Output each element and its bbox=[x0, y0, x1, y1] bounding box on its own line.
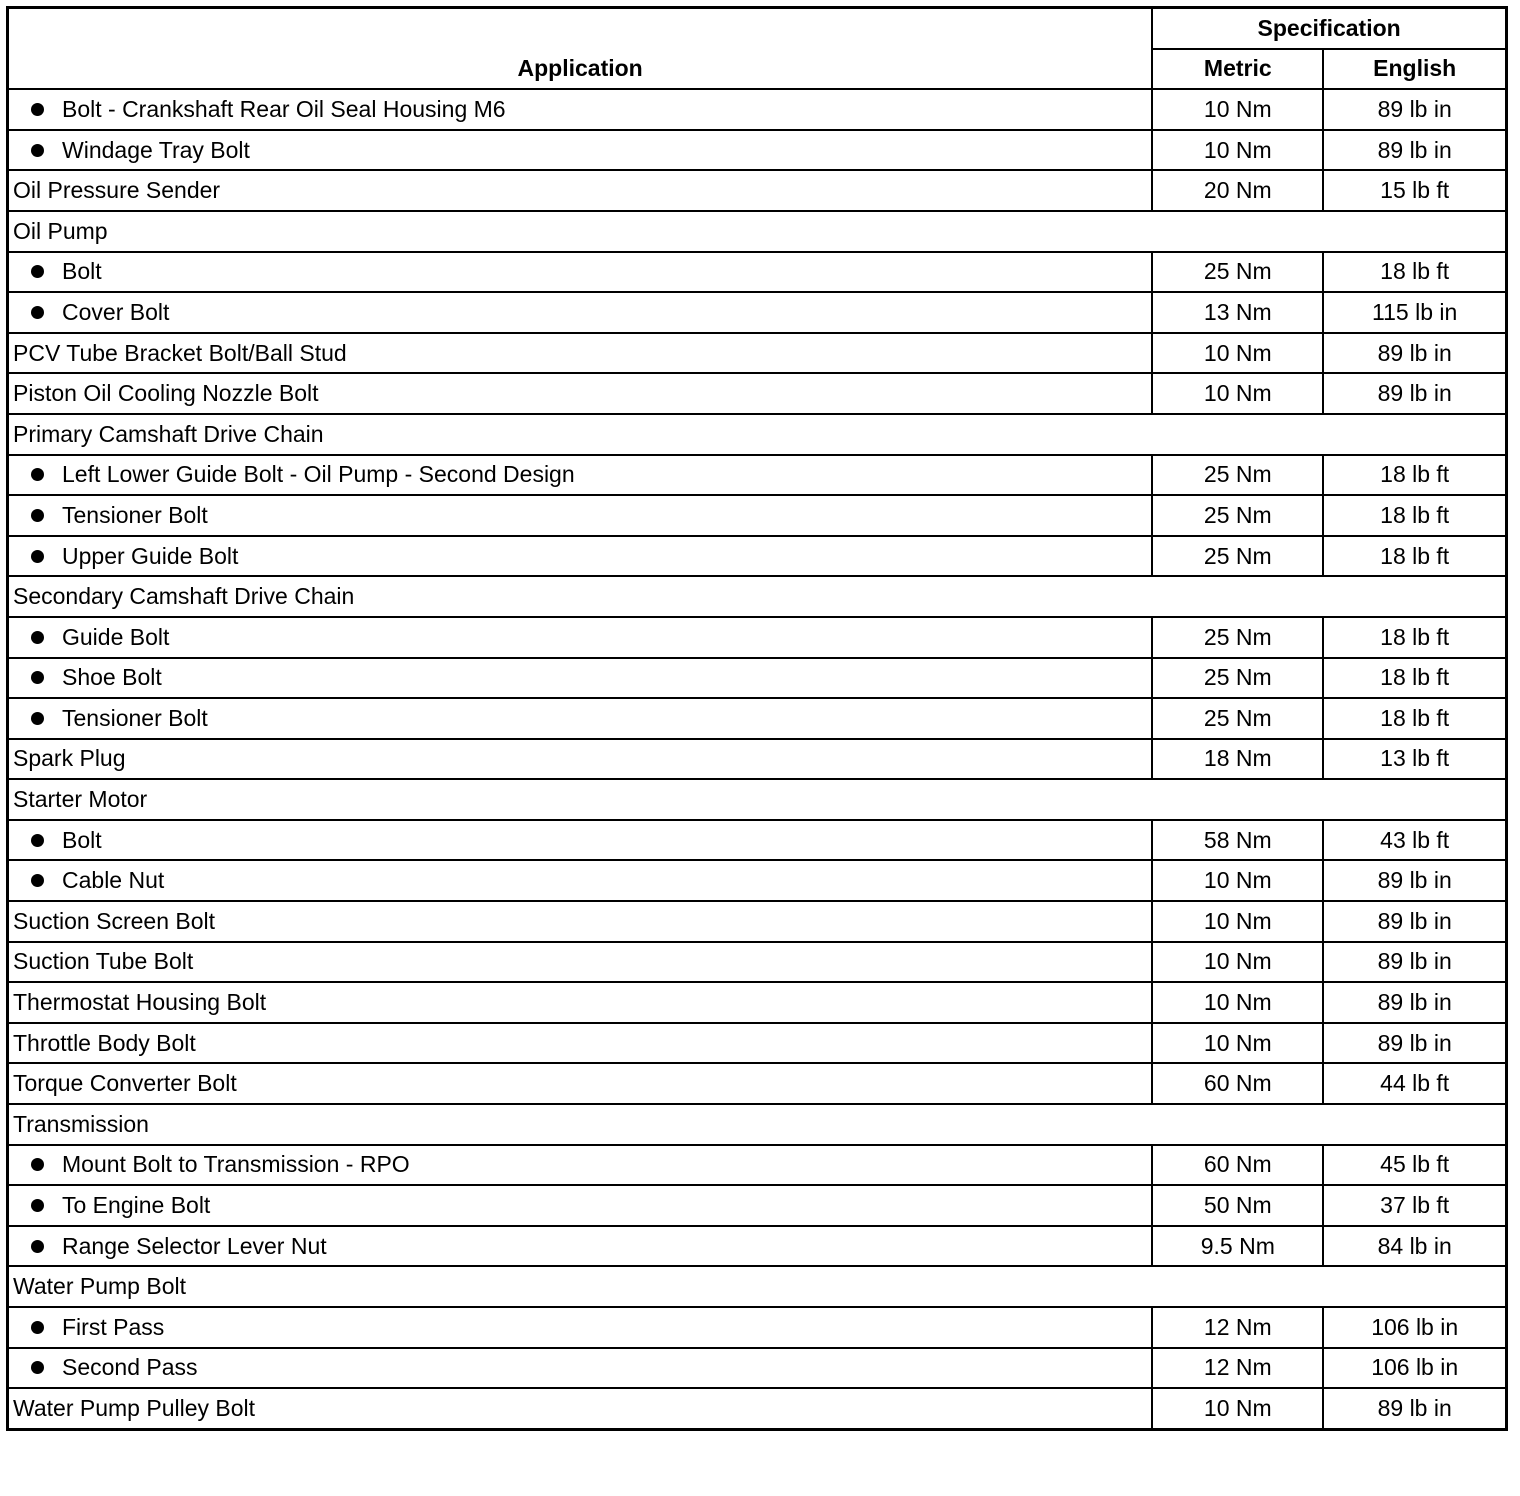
metric-cell: 10 Nm bbox=[1152, 860, 1323, 901]
application-label: Tensioner Bolt bbox=[62, 704, 208, 731]
application-label: Bolt - Crankshaft Rear Oil Seal Housing M6 bbox=[62, 95, 506, 122]
metric-cell: 60 Nm bbox=[1152, 1063, 1323, 1104]
bullet-item bbox=[13, 95, 506, 122]
application-label: Water Pump Pulley Bolt bbox=[13, 1394, 256, 1421]
group-label: Secondary Camshaft Drive Chain bbox=[8, 576, 1507, 617]
group-label: Oil Pump bbox=[8, 211, 1507, 252]
bullet-icon bbox=[31, 631, 44, 644]
metric-cell: 20 Nm bbox=[1152, 170, 1323, 211]
bullet-item bbox=[13, 1153, 410, 1176]
english-cell: 18 lb ft bbox=[1323, 698, 1506, 739]
metric-cell: 10 Nm bbox=[1152, 1023, 1323, 1064]
application-cell bbox=[8, 373, 1153, 414]
bullet-item bbox=[13, 1356, 198, 1379]
specification-header: Specification bbox=[1152, 8, 1506, 49]
english-cell: 44 lb ft bbox=[1323, 1063, 1506, 1104]
application-label: Thermostat Housing Bolt bbox=[13, 989, 267, 1016]
bullet-icon bbox=[31, 550, 44, 563]
application-label: Tensioner Bolt bbox=[62, 501, 208, 528]
application-cell bbox=[8, 1063, 1153, 1104]
bullet-item bbox=[13, 1194, 210, 1217]
application-label: Left Lower Guide Bolt - Oil Pump - Second Design bbox=[62, 461, 575, 488]
english-cell: 84 lb in bbox=[1323, 1226, 1506, 1267]
metric-cell: 10 Nm bbox=[1152, 982, 1323, 1023]
metric-cell: 10 Nm bbox=[1152, 901, 1323, 942]
bullet-item bbox=[13, 623, 170, 650]
group-label: Transmission bbox=[8, 1104, 1507, 1145]
application-cell bbox=[8, 1023, 1153, 1064]
bullet-icon bbox=[31, 834, 44, 847]
metric-cell: 50 Nm bbox=[1152, 1185, 1323, 1226]
application-cell bbox=[8, 1388, 1153, 1429]
bullet-icon bbox=[31, 1199, 44, 1212]
table-row bbox=[8, 739, 1507, 780]
english-cell: 43 lb ft bbox=[1323, 820, 1506, 861]
english-cell: 15 lb ft bbox=[1323, 170, 1506, 211]
application-cell bbox=[8, 1348, 1153, 1389]
bullet-icon bbox=[31, 1361, 44, 1374]
english-cell: 89 lb in bbox=[1323, 901, 1506, 942]
table-row bbox=[8, 901, 1507, 942]
bullet-item bbox=[13, 826, 102, 853]
metric-cell: 9.5 Nm bbox=[1152, 1226, 1323, 1267]
bullet-icon bbox=[31, 468, 44, 481]
application-cell bbox=[8, 536, 1153, 577]
metric-cell: 58 Nm bbox=[1152, 820, 1323, 861]
bullet-icon bbox=[31, 144, 44, 157]
application-label: Cable Nut bbox=[62, 867, 165, 894]
table-row bbox=[8, 617, 1507, 658]
bullet-item bbox=[13, 666, 162, 689]
bullet-item bbox=[13, 1232, 327, 1259]
english-cell: 18 lb ft bbox=[1323, 455, 1506, 496]
table-row bbox=[8, 1023, 1507, 1064]
table-row bbox=[8, 860, 1507, 901]
metric-cell: 25 Nm bbox=[1152, 536, 1323, 577]
english-cell: 89 lb in bbox=[1323, 333, 1506, 374]
english-cell: 106 lb in bbox=[1323, 1307, 1506, 1348]
table-body bbox=[8, 89, 1507, 1429]
english-cell: 18 lb ft bbox=[1323, 658, 1506, 699]
metric-cell: 10 Nm bbox=[1152, 373, 1323, 414]
english-cell: 18 lb ft bbox=[1323, 617, 1506, 658]
english-cell: 106 lb in bbox=[1323, 1348, 1506, 1389]
application-label: Suction Screen Bolt bbox=[13, 907, 216, 934]
group-row bbox=[8, 211, 1507, 252]
metric-cell: 10 Nm bbox=[1152, 89, 1323, 130]
bullet-icon bbox=[31, 509, 44, 522]
application-label: Windage Tray Bolt bbox=[62, 136, 250, 163]
bullet-item bbox=[13, 260, 102, 283]
table-row bbox=[8, 698, 1507, 739]
table-row bbox=[8, 1185, 1507, 1226]
application-label: Oil Pressure Sender bbox=[13, 177, 221, 204]
bullet-item bbox=[13, 463, 575, 486]
bullet-item bbox=[13, 704, 208, 731]
application-cell bbox=[8, 982, 1153, 1023]
application-cell bbox=[8, 698, 1153, 739]
application-cell bbox=[8, 658, 1153, 699]
application-cell bbox=[8, 1145, 1153, 1186]
table-row bbox=[8, 1063, 1507, 1104]
english-cell: 89 lb in bbox=[1323, 1388, 1506, 1429]
table-row bbox=[8, 1145, 1507, 1186]
english-cell: 18 lb ft bbox=[1323, 495, 1506, 536]
table-row bbox=[8, 252, 1507, 293]
application-label: Guide Bolt bbox=[62, 623, 170, 650]
bullet-item bbox=[13, 1313, 165, 1340]
metric-cell: 25 Nm bbox=[1152, 495, 1323, 536]
bullet-icon bbox=[31, 265, 44, 278]
table-row bbox=[8, 89, 1507, 130]
metric-cell: 25 Nm bbox=[1152, 658, 1323, 699]
bullet-icon bbox=[31, 874, 44, 887]
application-cell bbox=[8, 1185, 1153, 1226]
application-label: Cover Bolt bbox=[62, 298, 170, 325]
application-cell bbox=[8, 860, 1153, 901]
application-cell bbox=[8, 820, 1153, 861]
application-header: Application bbox=[8, 8, 1153, 90]
application-cell bbox=[8, 901, 1153, 942]
bullet-icon bbox=[31, 1158, 44, 1171]
application-cell bbox=[8, 1307, 1153, 1348]
table-row bbox=[8, 1307, 1507, 1348]
table-row bbox=[8, 130, 1507, 171]
table-row bbox=[8, 373, 1507, 414]
table-row bbox=[8, 1226, 1507, 1267]
english-cell: 18 lb ft bbox=[1323, 536, 1506, 577]
english-cell: 45 lb ft bbox=[1323, 1145, 1506, 1186]
application-cell bbox=[8, 333, 1153, 374]
english-cell: 89 lb in bbox=[1323, 89, 1506, 130]
english-cell: 89 lb in bbox=[1323, 130, 1506, 171]
application-label: Second Pass bbox=[62, 1354, 198, 1381]
application-cell bbox=[8, 252, 1153, 293]
header-row-top bbox=[8, 8, 1507, 49]
metric-cell: 12 Nm bbox=[1152, 1307, 1323, 1348]
bullet-item bbox=[13, 542, 239, 569]
bullet-item bbox=[13, 136, 250, 163]
group-row bbox=[8, 414, 1507, 455]
application-label: Piston Oil Cooling Nozzle Bolt bbox=[13, 380, 319, 407]
group-label: Primary Camshaft Drive Chain bbox=[8, 414, 1507, 455]
application-cell bbox=[8, 170, 1153, 211]
metric-cell: 18 Nm bbox=[1152, 739, 1323, 780]
application-cell bbox=[8, 942, 1153, 983]
metric-cell: 25 Nm bbox=[1152, 698, 1323, 739]
application-label: Upper Guide Bolt bbox=[62, 542, 239, 569]
group-row bbox=[8, 576, 1507, 617]
table-row bbox=[8, 455, 1507, 496]
application-label: Mount Bolt to Transmission - RPO bbox=[62, 1151, 410, 1178]
table-row bbox=[8, 942, 1507, 983]
metric-cell: 10 Nm bbox=[1152, 333, 1323, 374]
group-row bbox=[8, 779, 1507, 820]
english-cell: 89 lb in bbox=[1323, 1023, 1506, 1064]
english-cell: 18 lb ft bbox=[1323, 252, 1506, 293]
table-row bbox=[8, 1388, 1507, 1429]
application-cell bbox=[8, 495, 1153, 536]
bullet-item bbox=[13, 501, 208, 528]
bullet-icon bbox=[31, 103, 44, 116]
application-label: First Pass bbox=[62, 1313, 165, 1340]
english-cell: 89 lb in bbox=[1323, 860, 1506, 901]
bullet-item bbox=[13, 298, 170, 325]
table-row bbox=[8, 658, 1507, 699]
application-label: Throttle Body Bolt bbox=[13, 1029, 196, 1056]
application-cell bbox=[8, 89, 1153, 130]
application-label: Suction Tube Bolt bbox=[13, 948, 194, 975]
metric-cell: 60 Nm bbox=[1152, 1145, 1323, 1186]
metric-header: Metric bbox=[1152, 49, 1323, 90]
application-label: Range Selector Lever Nut bbox=[62, 1232, 327, 1259]
application-label: Shoe Bolt bbox=[62, 664, 162, 691]
application-cell bbox=[8, 455, 1153, 496]
metric-cell: 25 Nm bbox=[1152, 252, 1323, 293]
metric-cell: 25 Nm bbox=[1152, 455, 1323, 496]
metric-cell: 12 Nm bbox=[1152, 1348, 1323, 1389]
metric-cell: 10 Nm bbox=[1152, 1388, 1323, 1429]
application-label: PCV Tube Bracket Bolt/Ball Stud bbox=[13, 339, 347, 366]
application-label: Torque Converter Bolt bbox=[13, 1070, 237, 1097]
english-cell: 115 lb in bbox=[1323, 292, 1506, 333]
table-row bbox=[8, 495, 1507, 536]
bullet-icon bbox=[31, 671, 44, 684]
table-row bbox=[8, 333, 1507, 374]
application-cell bbox=[8, 1226, 1153, 1267]
table-row bbox=[8, 820, 1507, 861]
metric-cell: 13 Nm bbox=[1152, 292, 1323, 333]
group-label: Water Pump Bolt bbox=[8, 1266, 1507, 1307]
application-cell bbox=[8, 292, 1153, 333]
application-cell bbox=[8, 617, 1153, 658]
bullet-icon bbox=[31, 306, 44, 319]
bullet-icon bbox=[31, 712, 44, 725]
application-label: Bolt bbox=[62, 826, 102, 853]
english-cell: 89 lb in bbox=[1323, 942, 1506, 983]
group-label: Starter Motor bbox=[8, 779, 1507, 820]
english-cell: 37 lb ft bbox=[1323, 1185, 1506, 1226]
bullet-icon bbox=[31, 1240, 44, 1253]
metric-cell: 25 Nm bbox=[1152, 617, 1323, 658]
bullet-icon bbox=[31, 1321, 44, 1334]
group-row bbox=[8, 1266, 1507, 1307]
application-cell bbox=[8, 739, 1153, 780]
english-header: English bbox=[1323, 49, 1506, 90]
metric-cell: 10 Nm bbox=[1152, 130, 1323, 171]
english-cell: 89 lb in bbox=[1323, 373, 1506, 414]
table-row bbox=[8, 1348, 1507, 1389]
torque-spec-table bbox=[6, 6, 1508, 1431]
application-label: Spark Plug bbox=[13, 745, 126, 772]
table-row bbox=[8, 982, 1507, 1023]
application-label: Bolt bbox=[62, 258, 102, 285]
table-row bbox=[8, 292, 1507, 333]
table-row bbox=[8, 536, 1507, 577]
metric-cell: 10 Nm bbox=[1152, 942, 1323, 983]
group-row bbox=[8, 1104, 1507, 1145]
application-label: To Engine Bolt bbox=[62, 1192, 211, 1219]
table-row bbox=[8, 170, 1507, 211]
bullet-item bbox=[13, 869, 164, 892]
application-cell bbox=[8, 130, 1153, 171]
english-cell: 89 lb in bbox=[1323, 982, 1506, 1023]
english-cell: 13 lb ft bbox=[1323, 739, 1506, 780]
